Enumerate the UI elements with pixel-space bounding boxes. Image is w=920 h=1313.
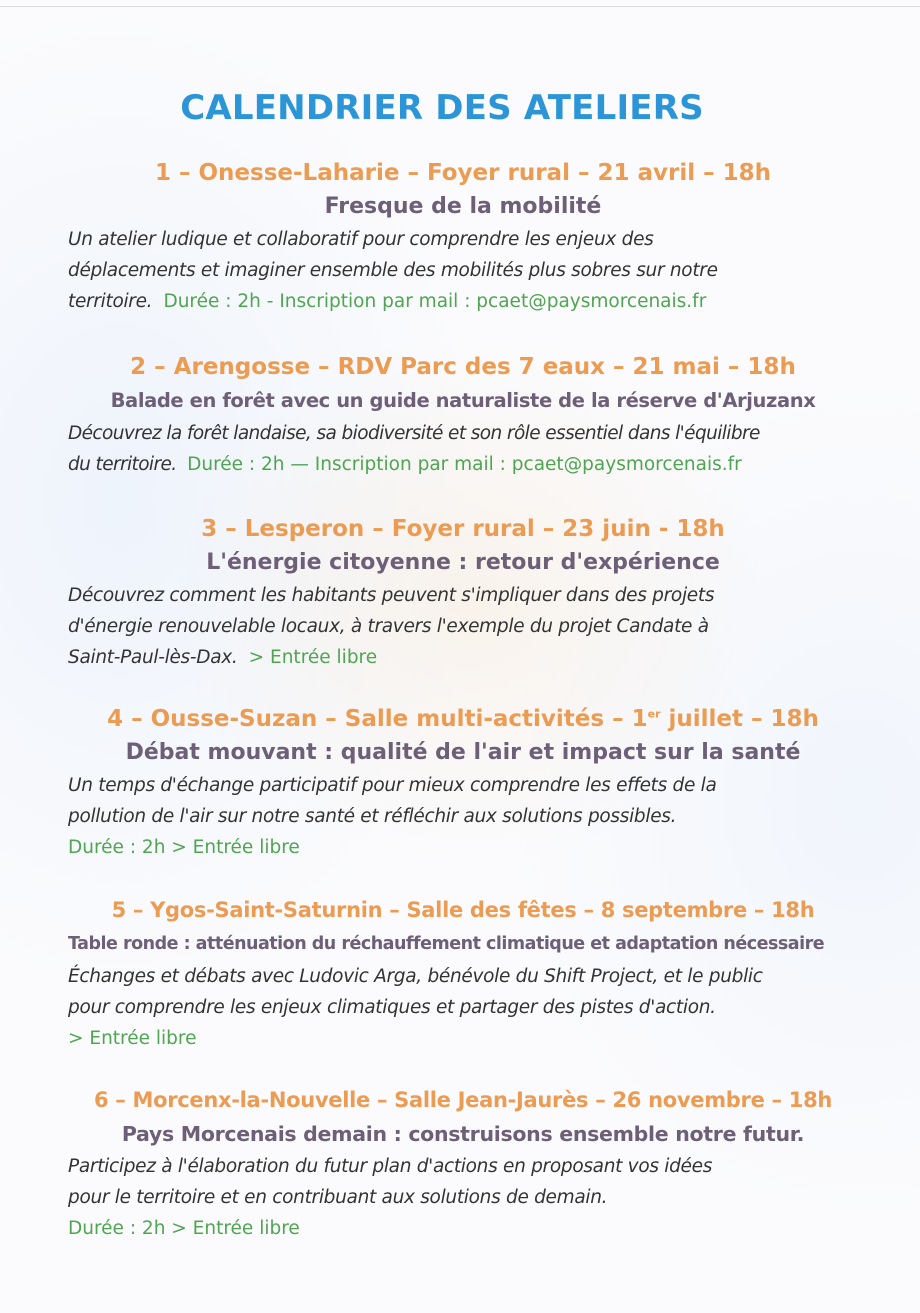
description-line: Découvrez comment les habitants peuvent s'impliquer dans des projets bbox=[68, 585, 715, 606]
description-line: Découvrez la forêt landaise, sa biodiversité et son rôle essentiel dans l'équilibre bbox=[68, 423, 760, 444]
event-header-text: juillet – 18h bbox=[660, 706, 819, 732]
event-description bbox=[68, 418, 858, 480]
event-description bbox=[68, 224, 858, 317]
event-2 bbox=[68, 350, 858, 480]
description-line: pour comprendre les enjeux climatiques et partager des pistes d'action. bbox=[68, 997, 716, 1018]
description-text: du territoire. bbox=[68, 454, 177, 475]
description-line: Participez à l'élaboration du futur plan d'actions en proposant vos idées bbox=[68, 1156, 713, 1177]
description-line: Échanges et débats avec Ludovic Arga, bénévole du Shift Project, et le public bbox=[68, 966, 763, 987]
event-description bbox=[68, 961, 858, 1054]
page-title: CALENDRIER DES ATELIERS bbox=[180, 88, 704, 128]
event-5 bbox=[68, 893, 858, 1054]
event-subtitle: Balade en forêt avec un guide naturaliste de la réserve d'Arjuzanx bbox=[110, 389, 816, 412]
event-description bbox=[68, 1151, 858, 1244]
event-info: > Entrée libre bbox=[68, 1028, 197, 1049]
description-line bbox=[68, 449, 858, 480]
event-description bbox=[68, 770, 858, 863]
event-info: Durée : 2h - Inscription par mail : pcaet@paysmorcenais.fr bbox=[163, 291, 707, 312]
description-line: déplacements et imaginer ensemble des mobilités plus sobres sur notre bbox=[68, 260, 718, 281]
event-3 bbox=[68, 512, 858, 673]
description-line bbox=[68, 642, 858, 673]
description-line: d'énergie renouvelable locaux, à travers l'exemple du projet Candate à bbox=[68, 616, 709, 637]
description-line: pollution de l'air sur notre santé et réfléchir aux solutions possibles. bbox=[68, 806, 677, 827]
event-header: 5 – Ygos-Saint-Saturnin – Salle des fêtes – 8 septembre – 18h bbox=[111, 898, 815, 922]
event-header: 2 – Arengosse – RDV Parc des 7 eaux – 21 mai – 18h bbox=[130, 354, 796, 380]
event-subtitle: Table ronde : atténuation du réchauffement climatique et adaptation nécessaire bbox=[68, 934, 825, 954]
event-info: > Entrée libre bbox=[248, 647, 378, 668]
description-text: Saint-Paul-lès-Dax. bbox=[68, 647, 238, 668]
description-line bbox=[68, 286, 858, 317]
event-header-text: 4 – Ousse-Suzan – Salle multi-activités – 1 bbox=[107, 706, 648, 732]
event-subtitle: Fresque de la mobilité bbox=[324, 194, 602, 219]
event-header: 3 – Lesperon – Foyer rural – 23 juin - 18h bbox=[201, 516, 725, 542]
event-info: Durée : 2h > Entrée libre bbox=[68, 1218, 300, 1239]
event-subtitle: L'énergie citoyenne : retour d'expérience bbox=[206, 550, 720, 575]
event-header bbox=[68, 702, 858, 736]
event-4 bbox=[68, 702, 858, 863]
event-info: Durée : 2h — Inscription par mail : pcaet@paysmorcenais.fr bbox=[187, 454, 742, 475]
event-header: 1 – Onesse-Laharie – Foyer rural – 21 avril – 18h bbox=[154, 160, 771, 186]
description-text: territoire. bbox=[68, 291, 153, 312]
event-info: Durée : 2h > Entrée libre bbox=[68, 837, 300, 858]
description-line: Un atelier ludique et collaboratif pour comprendre les enjeux des bbox=[68, 229, 654, 250]
event-header: 6 – Morcenx-la-Nouvelle – Salle Jean-Jaurès – 26 novembre – 18h bbox=[93, 1088, 833, 1112]
event-6 bbox=[68, 1083, 858, 1244]
ordinal-suffix: er bbox=[647, 707, 661, 721]
event-description bbox=[68, 580, 858, 673]
scan-edge-line bbox=[0, 6, 920, 7]
description-line: pour le territoire et en contribuant aux solutions de demain. bbox=[68, 1187, 608, 1208]
event-subtitle: Débat mouvant : qualité de l'air et impact sur la santé bbox=[125, 740, 801, 765]
event-1 bbox=[68, 156, 858, 317]
description-line: Un temps d'échange participatif pour mieux comprendre les effets de la bbox=[68, 775, 717, 796]
event-subtitle: Pays Morcenais demain : construisons ensemble notre futur. bbox=[121, 1122, 805, 1146]
